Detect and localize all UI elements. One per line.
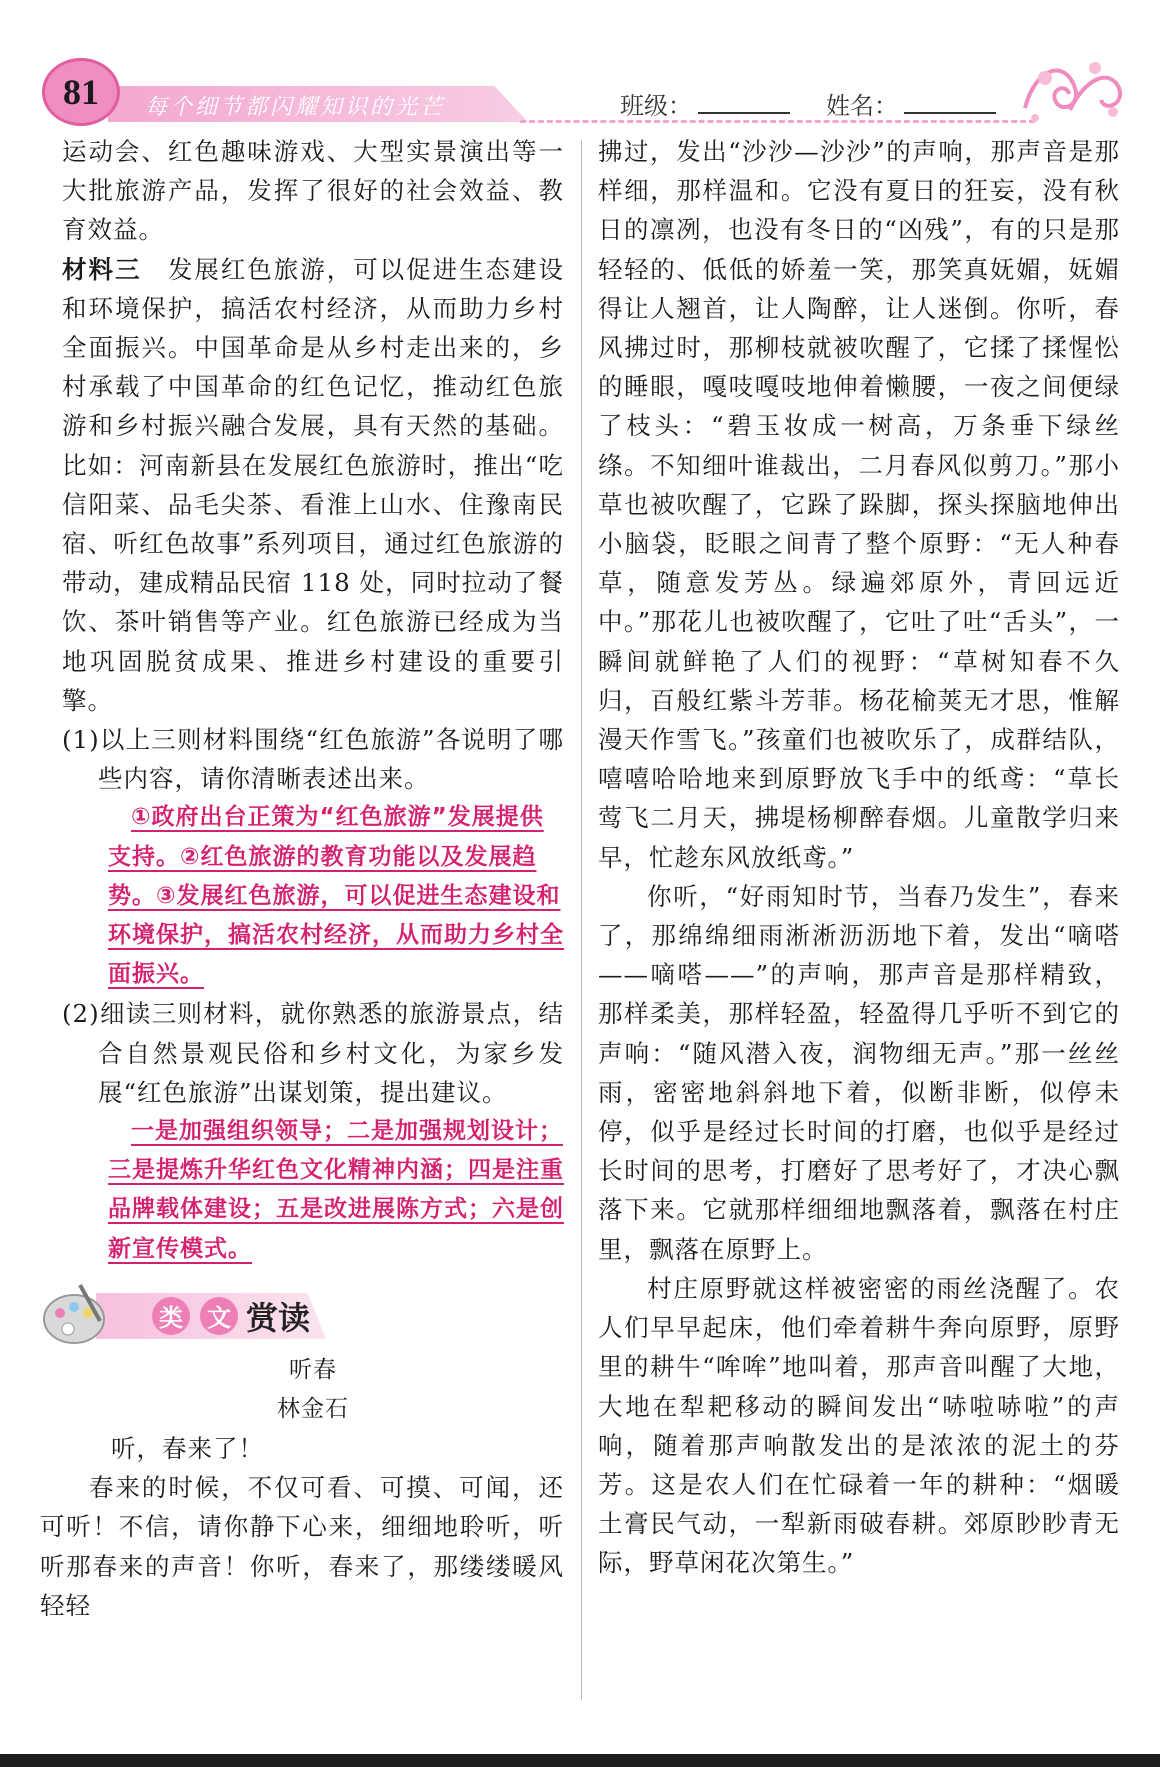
section-heading: [40, 1275, 564, 1351]
column-divider: [581, 140, 582, 1700]
name-label: 姓名：: [826, 92, 898, 120]
answer-1: ①政府出台正策为“红色旅游”发展提供支持。②红色旅游的教育功能以及发展趋势。③发展红色旅游，可以促进生态建设和环境保护，搞活农村经济，从而助力乡村全面振兴。: [108, 804, 564, 988]
left-column: [40, 132, 565, 1625]
page-number: 81: [42, 58, 120, 126]
article-paragraph-1: 听，春来了！: [111, 1433, 264, 1463]
question-2: (2)细读三则材料，就你熟悉的旅游景点，结合自然景观民俗和乡村文化，为家乡发展“红色旅游”出谋划策，提出建议。: [62, 999, 564, 1107]
material-3-text: 发展红色旅游，可以促进生态建设和环境保护，搞活农村经济，从而助力乡村全面振兴。中国革命是从乡村走出来的，乡村承载了中国革命的红色记忆，推动红色旅游和乡村振兴融合发展，具有天然的基础。比如：河南新县在发展红色旅游时，推出“吃信阳菜、品毛尖茶、看淮上山水、住豫南民宿、听红色故事”系列项目，通过红色旅游的带动，建成精品民宿 118 处，同时拉动了餐饮、茶叶销售等产业。红色旅游已经成为当地巩固脱贫成果、推进乡村建设的重要引擎。: [62, 254, 565, 715]
header-dashed-rule: [520, 120, 1035, 123]
article-title: 听春: [289, 1356, 337, 1383]
question-1: (1)以上三则材料围绕“红色旅游”各说明了哪些内容，请你清晰表述出来。: [62, 725, 564, 794]
material-3-label: 材料三: [62, 254, 142, 284]
name-blank[interactable]: [904, 112, 996, 114]
article-paragraph-5: 村庄原野就这样被密密的雨丝浇醒了。农人们早早起床，他们牵着耕牛奔向原野，原野里的耕牛“哞哞”地叫着，那声音叫醒了大地，大地在犁耙移动的瞬间发出“哧啦哧啦”的声响，随着那声响散发出的是浓浓的泥土的芬芳。这是农人们在忙碌着一年的耕种：“烟暖土膏民气动，一犁新雨破春耕。郊原眇眇青无际，野草闲花次第生。”: [598, 1273, 1120, 1578]
answer-2: 一是加强组织领导；二是加强规划设计；三是提炼升华红色文化精神内涵；四是注重品牌载体建设；五是改进展陈方式；六是创新宣传模式。: [108, 1118, 564, 1262]
class-blank[interactable]: [698, 112, 790, 114]
section-char-2: 文: [200, 1297, 238, 1335]
material-2-continuation: 运动会、红色趣味游戏、大型实景演出等一大批旅游产品，发挥了很好的社会效益、教育效益。: [62, 137, 564, 245]
floral-ornament-icon: [1015, 48, 1125, 128]
slogan-text: 每个细节都闪耀知识的光芒: [145, 95, 446, 120]
bottom-edge: [0, 1754, 1160, 1767]
article-paragraph-4: 你听，“好雨知时节，当春乃发生”，春来了，那绵绵细雨淅淅沥沥地下着，发出“嘀嗒——嘀嗒——”的声响，那声音是那样精致，那样柔美，那样轻盈，轻盈得几乎听不到它的声响：“随风潜入夜，润物细无声。”那一丝丝雨，密密地斜斜地下着，似断非断，似停未停，似乎是经过长时间的打磨，也似乎是经过长时间的思考，打磨好了思考好了，才决心飘落下来。它就那样细细地飘落着，飘落在村庄里，飘落在原野上。: [598, 881, 1120, 1264]
article-paragraph-2: 春来的时候，不仅可看、可摸、可闻，还可听！不信，请你静下心来，细细地聆听，听听那春来的声音！你听，春来了，那缕缕暖风轻轻: [40, 1473, 564, 1620]
paint-palette-icon: [40, 1281, 110, 1347]
page-header: [0, 0, 1160, 140]
right-column: [598, 132, 1120, 1583]
class-label: 班级：: [620, 92, 692, 120]
section-title: 赏读: [246, 1298, 311, 1337]
article-paragraph-3: 拂过，发出“沙沙—沙沙”的声响，那声音是那样细，那样温和。它没有夏日的狂妄，没有秋日的凛冽，也没有冬日的“凶残”，有的只是那轻轻的、低低的娇羞一笑，那笑真妩媚，妩媚得让人翘首，让人陶醉，让人迷倒。你听，春风拂过时，那柳枝就被吹醒了，它揉了揉惺忪的睡眼，嘎吱嘎吱地伸着懒腰，一夜之间便绿了枝头：“碧玉妆成一树高，万条垂下绿丝绦。不知细叶谁裁出，二月春风似剪刀。”那小草也被吹醒了，它跺了跺脚，探头探脑地伸出小脑袋，眨眼之间青了整个原野：“无人种春草，随意发芳丛。绿遍郊原外，青回远近中。”那花儿也被吹醒了，它吐了吐“舌头”，一瞬间就鲜艳了人们的视野：“草树知春不久归，百般红紫斗芳菲。杨花榆荚无才思，惟解漫天作雪飞。”孩童们也被吹乐了，成群结队，嘻嘻哈哈地来到原野放飞手中的纸鸢：“草长莺飞二月天，拂堤杨柳醉春烟。儿童散学归来早，忙趁东风放纸鸢。”: [598, 137, 1120, 872]
material-3-paragraph: [62, 250, 564, 720]
section-char-1: 类: [152, 1297, 190, 1335]
article-author: 林金石: [277, 1395, 349, 1422]
